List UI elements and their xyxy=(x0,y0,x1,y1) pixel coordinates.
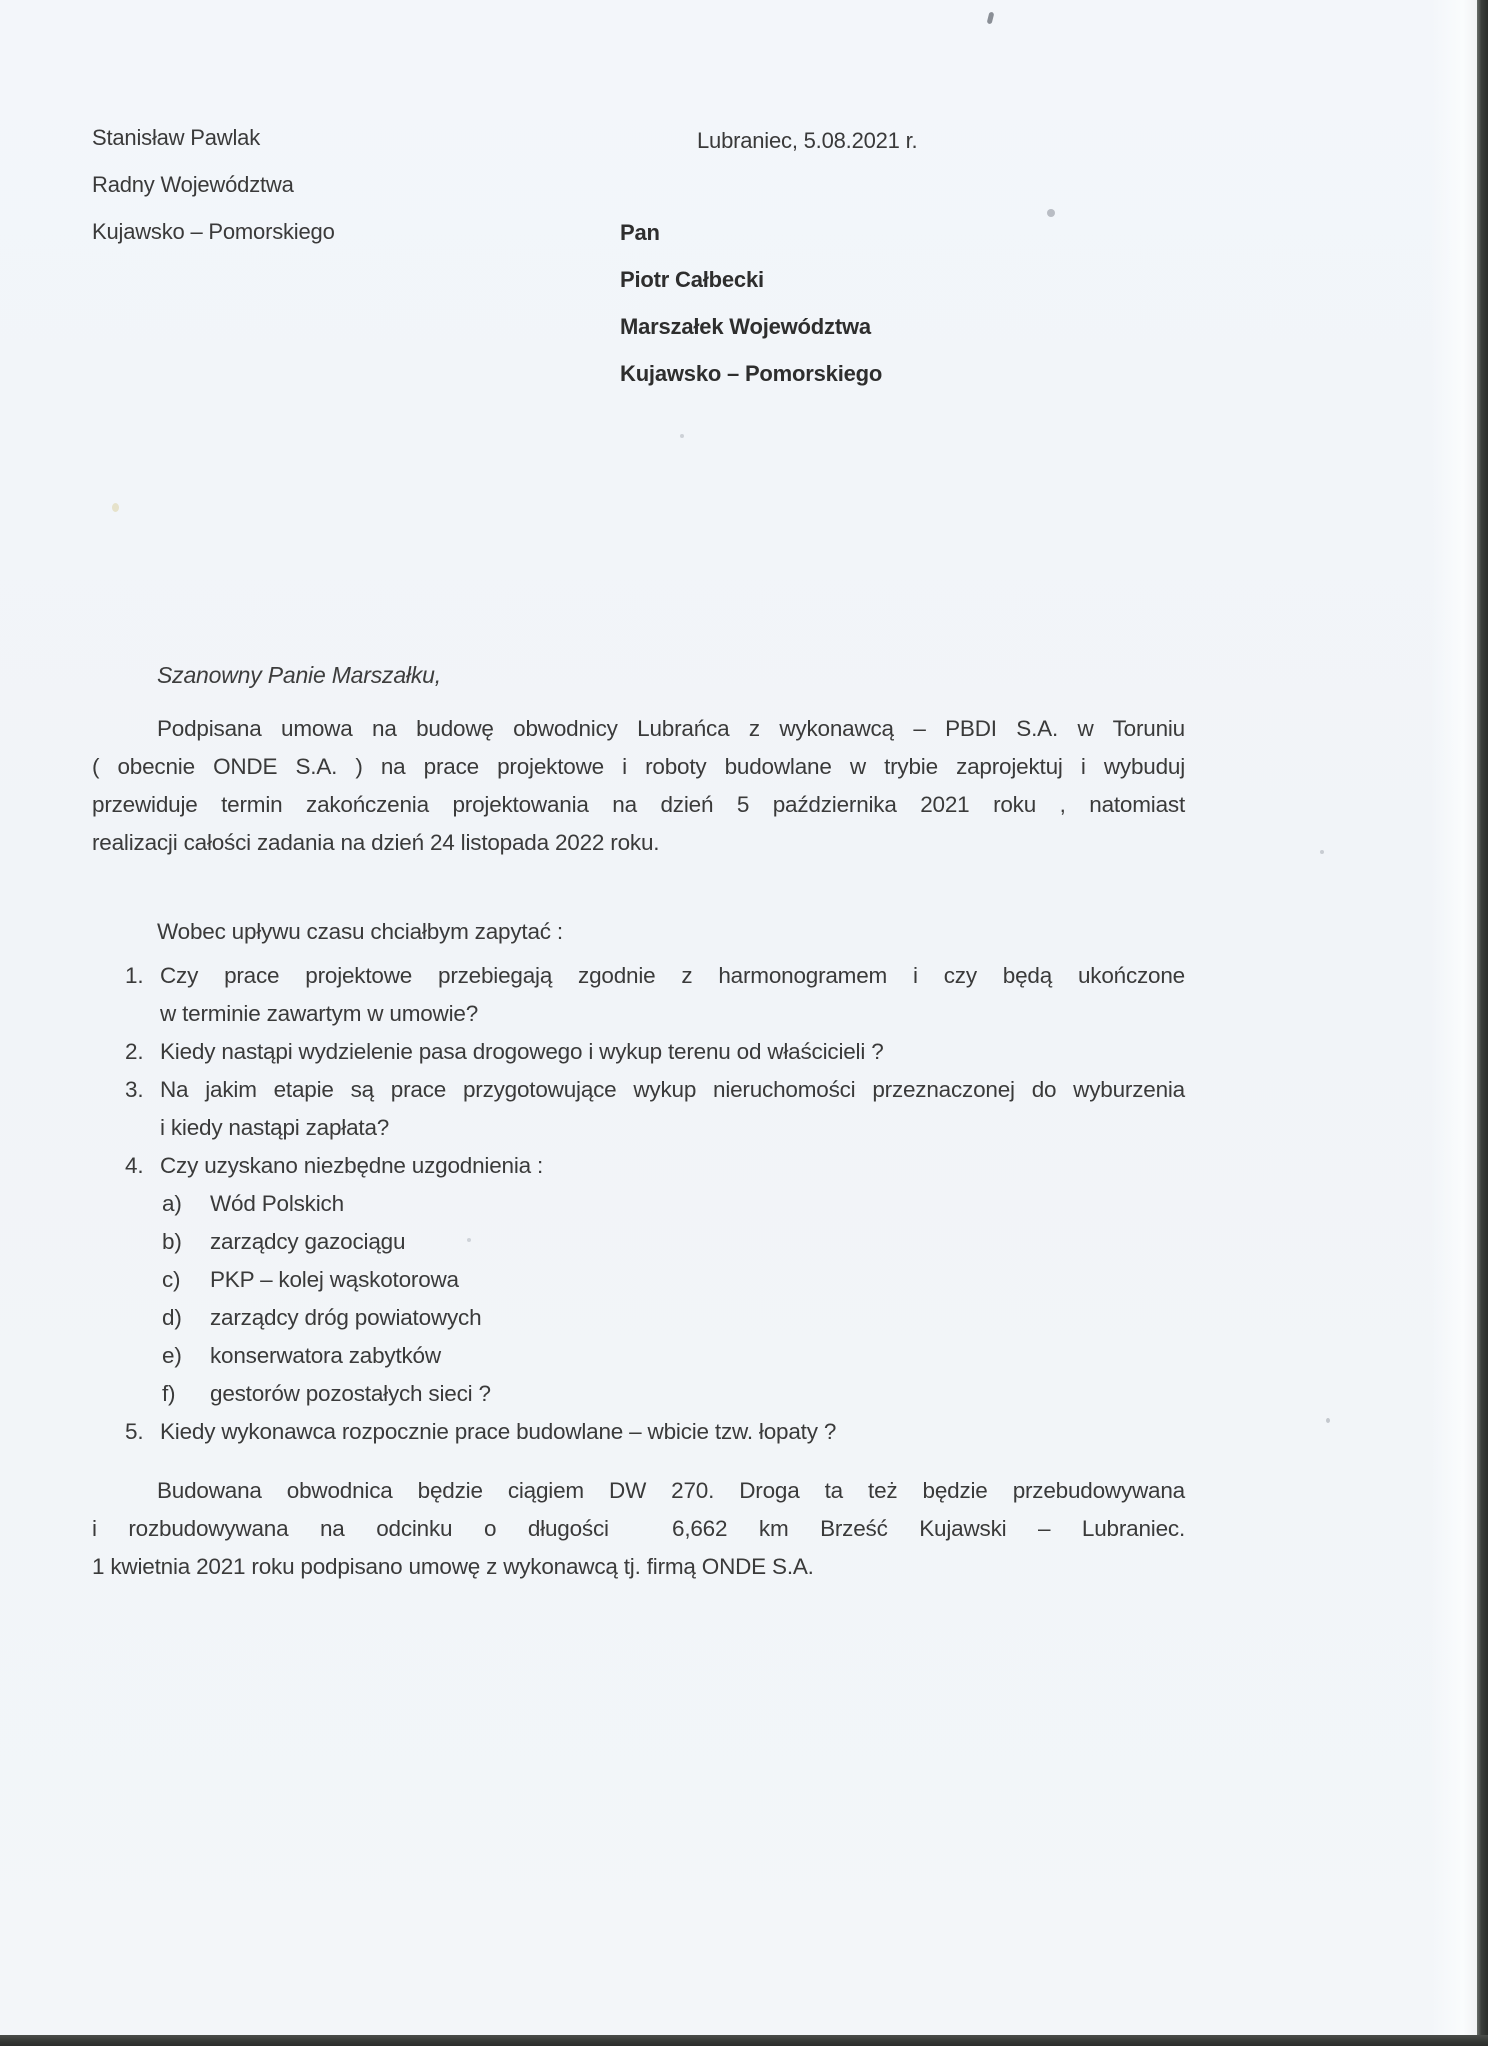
recipient-title: Marszałek Województwa xyxy=(620,314,871,339)
paragraph-line: Podpisana umowa na budowę obwodnicy Lubrańca z wykonawcą – PBDI S.A. w Toruniu xyxy=(157,716,1185,741)
sub-item-letter: b) xyxy=(162,1229,182,1254)
scan-speck xyxy=(112,503,119,512)
list-item-5 xyxy=(125,1413,1185,1451)
recipient-salutation: Pan xyxy=(620,220,660,245)
sub-item-letter: f) xyxy=(162,1381,176,1406)
sub-item-text: gestorów pozostałych sieci ? xyxy=(210,1381,491,1406)
paragraph-line: Budowana obwodnica będzie ciągiem DW 270. Droga ta też będzie przebudowywana xyxy=(157,1478,1185,1503)
list-item-text: Kiedy wykonawca rozpocznie prace budowlane – wbicie tzw. łopaty ? xyxy=(160,1419,837,1444)
scan-speck xyxy=(1320,850,1324,854)
recipient-block xyxy=(620,221,882,409)
list-item-2 xyxy=(125,1033,1185,1071)
sub-item-text: konserwatora zabytków xyxy=(210,1343,441,1368)
sub-item-text: zarządcy dróg powiatowych xyxy=(210,1305,482,1330)
list-item-text: Kiedy nastąpi wydzielenie pasa drogowego i wykup terenu od właścicieli ? xyxy=(160,1039,884,1064)
list-item-1 xyxy=(125,957,1185,1033)
sub-item-text: zarządcy gazociągu xyxy=(210,1229,406,1254)
sub-list-item-d xyxy=(162,1299,1185,1337)
letter-salutation: Szanowny Panie Marszałku, xyxy=(157,662,441,688)
sub-list-item-a xyxy=(162,1185,1185,1223)
sub-item-letter: d) xyxy=(162,1305,182,1330)
paragraph-line: realizacji całości zadania na dzień 24 listopada 2022 roku. xyxy=(92,830,660,855)
scan-speck xyxy=(987,12,995,25)
list-item-text: i kiedy nastąpi zapłata? xyxy=(160,1115,390,1140)
paragraph-line: i rozbudowywana na odcinku o długości 6,662 km Brześć Kujawski – Lubraniec. xyxy=(92,1516,1185,1541)
sub-list-item-e xyxy=(162,1337,1185,1375)
recipient-name: Piotr Całbecki xyxy=(620,267,764,292)
sub-list-item-f xyxy=(162,1375,1185,1413)
paragraph-line: przewiduje termin zakończenia projektowania na dzień 5 października 2021 roku , natomiast xyxy=(92,792,1185,817)
questions-lead-in: Wobec upływu czasu chciałbym zapytać : xyxy=(157,919,563,944)
sub-item-letter: c) xyxy=(162,1267,181,1292)
scan-speck xyxy=(680,434,684,438)
sender-region: Kujawsko – Pomorskiego xyxy=(92,219,335,244)
sub-item-text: Wód Polskich xyxy=(210,1191,344,1216)
sub-item-letter: e) xyxy=(162,1343,182,1368)
paragraph-bypass-road xyxy=(92,1472,1185,1586)
paper-edge-highlight xyxy=(1431,0,1477,2046)
sub-item-letter: a) xyxy=(162,1191,182,1216)
sender-title: Radny Województwa xyxy=(92,172,294,197)
list-item-number: 2. xyxy=(125,1039,144,1064)
paragraph-contract xyxy=(92,710,1185,862)
sender-name: Stanisław Pawlak xyxy=(92,125,260,150)
list-item-number: 4. xyxy=(125,1153,144,1178)
sub-list xyxy=(162,1185,1185,1413)
paragraph-line: ( obecnie ONDE S.A. ) na prace projektowe i roboty budowlane w trybie zaprojektuj i wybuduj xyxy=(92,754,1185,779)
sub-list-item-b xyxy=(162,1223,1185,1261)
questions-list xyxy=(125,957,1185,1451)
date-line: Lubraniec, 5.08.2021 r. xyxy=(697,128,918,153)
list-item-4 xyxy=(125,1147,1185,1413)
scan-speck xyxy=(1047,209,1055,217)
sub-list-item-c xyxy=(162,1261,1185,1299)
list-item-text: Na jakim etapie są prace przygotowujące wykup nieruchomości przeznaczonej do wyburzenia xyxy=(160,1077,1185,1102)
list-item-3 xyxy=(125,1071,1185,1147)
list-item-number: 1. xyxy=(125,963,144,988)
scanner-edge-right xyxy=(1477,0,1488,2046)
list-item-number: 3. xyxy=(125,1077,144,1102)
recipient-region: Kujawsko – Pomorskiego xyxy=(620,361,883,386)
list-item-text: Czy uzyskano niezbędne uzgodnienia : xyxy=(160,1153,544,1178)
scanner-edge-bottom xyxy=(0,2035,1488,2046)
list-item-text: Czy prace projektowe przebiegają zgodnie z harmonogramem i czy będą ukończone xyxy=(160,963,1185,988)
sender-block xyxy=(92,126,335,267)
list-item-text: w terminie zawartym w umowie? xyxy=(160,1001,479,1026)
scan-speck xyxy=(467,1238,471,1242)
list-item-number: 5. xyxy=(125,1419,144,1444)
scan-speck xyxy=(1326,1418,1330,1423)
sub-item-text: PKP – kolej wąskotorowa xyxy=(210,1267,459,1292)
paragraph-line: 1 kwietnia 2021 roku podpisano umowę z wykonawcą tj. firmą ONDE S.A. xyxy=(92,1554,814,1579)
